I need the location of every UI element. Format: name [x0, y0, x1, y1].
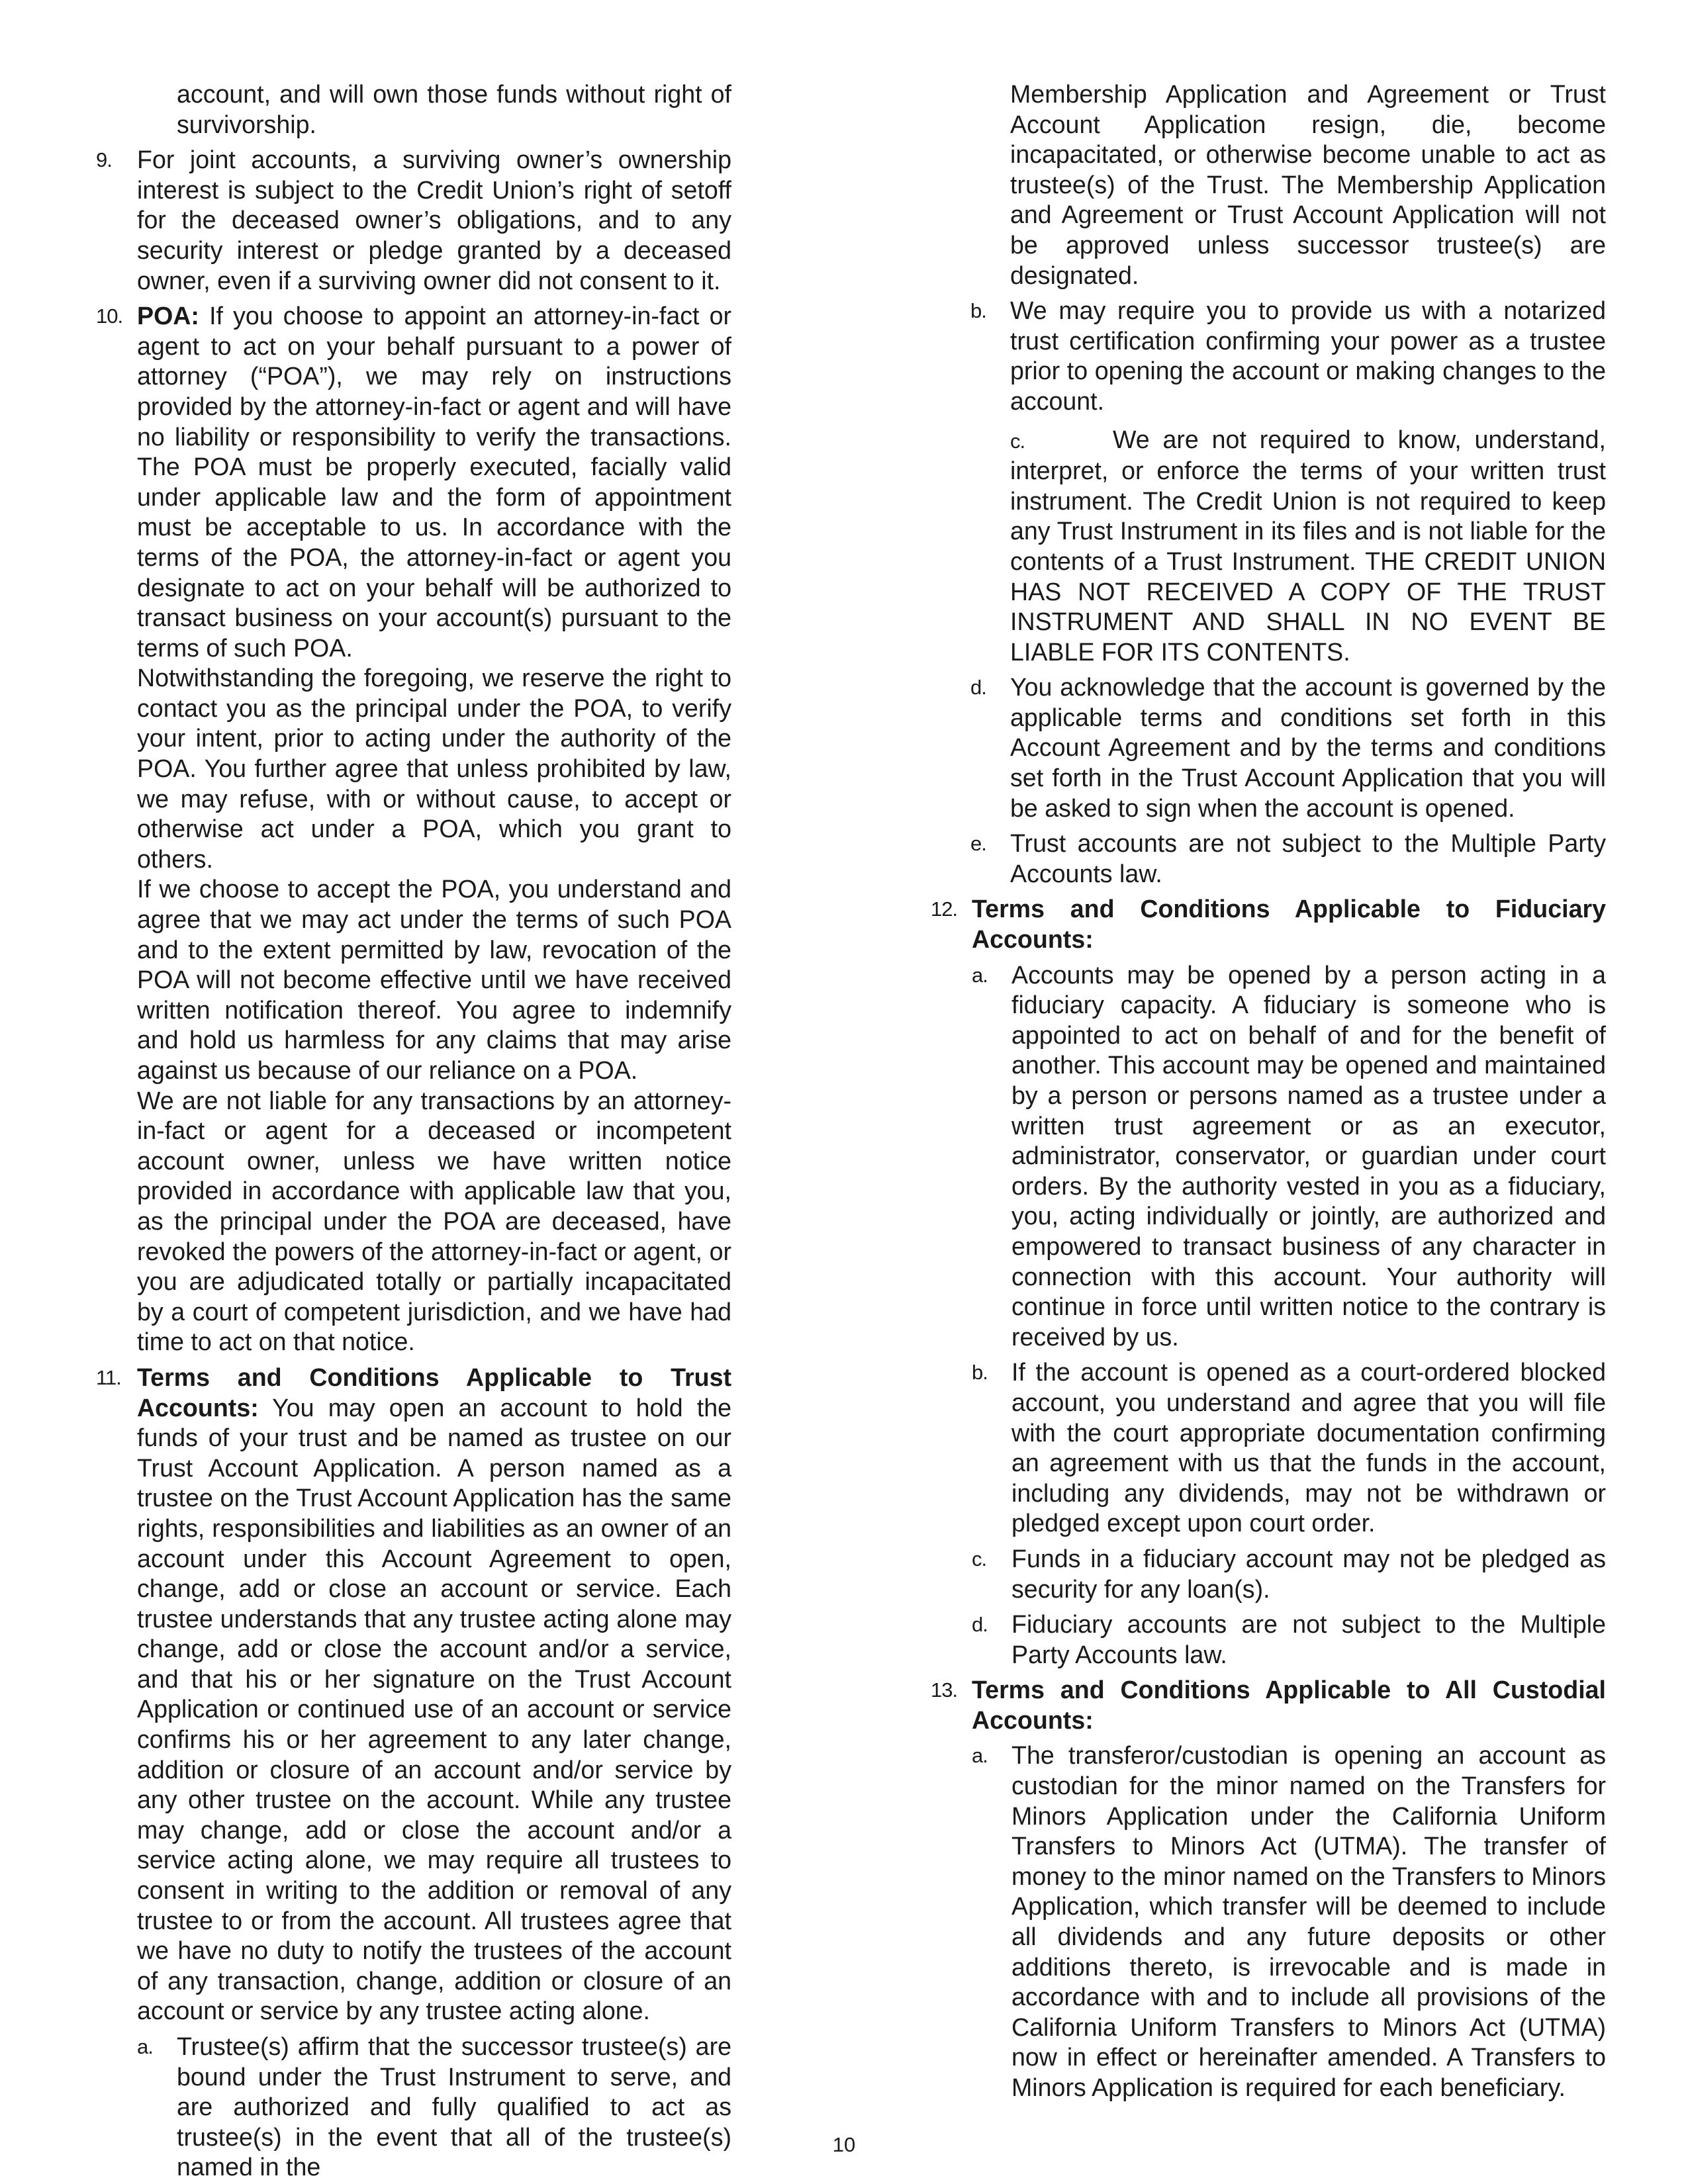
item-12 — [931, 894, 1606, 1670]
item-9 — [96, 145, 731, 296]
item-heading: POA: — [137, 302, 199, 330]
item-heading: Terms and Conditions Applicable to Trust Accounts: — [137, 1363, 731, 1422]
item-heading-line — [972, 894, 1606, 954]
sub-item-e — [970, 829, 1606, 889]
item-number: 10. — [96, 304, 123, 328]
sub-item-d — [972, 1610, 1606, 1670]
item-13 — [931, 1675, 1606, 2103]
item-number: 12. — [931, 897, 958, 921]
sub-item-body: We are not required to know, understand, interpret, or enforce the terms of your written trust instrument. The Credit Union is not required to keep any Trust Instrument in its files and is not liable for the contents of a Trust Instrument. THE CREDIT UNION HAS NOT RECEIVED A COPY OF THE TRUST INSTRUMENT AND SHALL IN NO EVENT BE LIABLE FOR ITS CONTENTS. — [1010, 425, 1606, 666]
sub-item-text: Fiduciary accounts are not subject to the Multiple Party Accounts law. — [1011, 1610, 1606, 1668]
sub-item-letter: a. — [137, 2035, 153, 2058]
item-number: 13. — [931, 1678, 958, 1702]
sub-item-letter: e. — [970, 832, 986, 856]
sub-item-a — [972, 1741, 1606, 2103]
item-10 — [96, 301, 731, 1357]
item-heading-line — [972, 1675, 1606, 1735]
sub-item-text: Funds in a fiduciary account may not be pledged as security for any loan(s). — [1011, 1544, 1606, 1603]
sub-item-text: Trustee(s) affirm that the successor trustee(s) are bound under the Trust Instrument to serve, and are authorized and fully qualified to act as trustee(s) in the event that all of the trustee(s) named in the — [177, 2032, 731, 2181]
left-column — [96, 79, 731, 2183]
sub-item-letter: d. — [972, 1613, 988, 1637]
item-heading: Terms and Conditions Applicable to Fiduciary Accounts: — [972, 895, 1606, 954]
sub-item-letter: a. — [972, 1744, 988, 1768]
sub-item-a — [137, 2032, 731, 2183]
page-number: 10 — [832, 2133, 856, 2156]
sub-item-letter: b. — [972, 1361, 988, 1385]
item-paragraph: If we choose to accept the POA, you understand and agree that we may act under the terms of such POA and to the extent permitted by law, revocation of the POA will not become effective until we have received written notification thereof. You agree to indemnify and hold us harmless for any claims that may arise against us because of our reliance on a POA. — [137, 875, 731, 1084]
item-body: If you choose to appoint an attorney-in-fact or agent to act on your behalf pursuant to a power of attorney (“POA”), we may rely on instructions provided by the attorney-in-fact or agent and will have no liability or responsibility to verify the transactions. The POA must be properly executed, facially valid under applicable law and the form of appointment must be acceptable to us. In accordance with the terms of the POA, the attorney-in-fact or agent you designate to act on your behalf will be authorized to transact business on your account(s) pursuant to the terms of such POA. — [137, 302, 731, 662]
sub-item-letter: c. — [972, 1547, 987, 1570]
sub-item-text: Trust accounts are not subject to the Multiple Party Accounts law. — [1010, 829, 1606, 887]
sub-item-b — [972, 1357, 1606, 1539]
sub-item-letter: c. — [1010, 429, 1025, 453]
right-column — [931, 79, 1606, 2103]
sub-item-letter: a. — [972, 963, 988, 987]
sub-item-text: The transferor/custodian is opening an account as custodian for the minor named on the Transfers for Minors Application under the California Uniform Transfers to Minors Act (UTMA). The transfer of money to the minor named on the Transfers to Minors Application, which transfer will be deemed to include all dividends and any future deposits or other additions thereto, is irrevocable and is made in accordance with and to include all provisions of the California Uniform Transfers to Minors Act (UTMA) now in effect or hereinafter amended. A Transfers to Minors Application is required for each beneficiary. — [1011, 1741, 1606, 2101]
sub-item-text: You acknowledge that the account is governed by the applicable terms and conditions set forth in this Account Agreement and by the terms and conditions set forth in the Trust Account Application that you will be asked to sign when the account is opened. — [1010, 673, 1606, 822]
continued-text: Membership Application and Agreement or Trust Account Application resign, die, become incapacitated, or otherwise become unable to act as trustee(s) of the Trust. The Membership Application and Agreement or Trust Account Application will not be approved unless successor trustee(s) are designated. — [1010, 80, 1606, 289]
item-heading: Terms and Conditions Applicable to All Custodial Accounts: — [972, 1676, 1606, 1734]
sub-item-text: Accounts may be opened by a person acting in a fiduciary capacity. A fiduciary is someone who is appointed to act on behalf of and for the benefit of another. This account may be opened and maintained by a person or persons named as a trustee under a written trust agreement or as an executor, administrator, conservator, or guardian under court orders. By the authority vested in you as a fiduciary, you, acting individually or jointly, are authorized and empowered to transact business of any character in connection with this account. Your authority will continue in force until written notice to the contrary is received by us. — [1011, 960, 1606, 1351]
sub-item-c — [970, 425, 1606, 668]
item-body: You may open an account to hold the funds of your trust and be named as trustee on our Trust Account Application. A person named as a trustee on the Trust Account Application has the same rights, responsibilities and liabilities as an owner of an account under this Account Agreement to open, change, add or close an account or service. Each trustee understands that any trustee acting alone may change, add or close the account and/or a service, and that his or her signature on the Trust Account Application or continued use of an account or service confirms his or her agreement to any later change, addition or closure of an account and/or service by any other trustee on the account. While any trustee may change, add or close the account and/or a service acting alone, we may require all trustees to consent in writing to the addition or removal of any trustee to or from the account. All trustees agree that we have no duty to notify the trustees of the account of any transaction, change, addition or closure of an account or service by any trustee acting alone. — [137, 1393, 731, 2025]
sub-item-text — [1010, 425, 1606, 668]
sub-item-letter: b. — [970, 299, 986, 323]
item-paragraph: Notwithstanding the foregoing, we reserve the right to contact you as the principal under the POA, to verify your intent, prior to acting under the authority of the POA. You further agree that unless prohibited by law, we may refuse, with or without cause, to accept or otherwise act under a POA, which you grant to others. — [137, 664, 731, 873]
item-paragraph: We are not liable for any transactions by an attorney-in-fact or agent for a deceased or incompetent account owner, unless we have written notice provided in accordance with applicable law that you, as the principal under the POA are deceased, have revoked the powers of the attorney-in-fact or agent, or you are adjudicated totally or partially incapacitated by a court of competent jurisdiction, and we have had time to act on that notice. — [137, 1086, 731, 1356]
intro-text: account, and will own those funds without right of survivorship. — [177, 80, 731, 138]
sub-item-d — [970, 672, 1606, 823]
sub-item-c — [972, 1544, 1606, 1604]
item-number: 11. — [96, 1365, 121, 1389]
sub-item-text: We may require you to provide us with a notarized trust certification confirming your power as a trustee prior to opening the account or making changes to the account. — [1010, 296, 1606, 415]
item-11 — [96, 1363, 731, 2183]
item-number: 9. — [96, 148, 112, 172]
sub-item-b — [970, 296, 1606, 416]
sub-item-letter: d. — [970, 676, 986, 700]
item-text — [137, 301, 731, 663]
item-text — [137, 1363, 731, 2026]
sub-item-text: If the account is opened as a court-ordered blocked account, you understand and agree that you will file with the court appropriate documentation confirming an agreement with us that the funds in the account, including any dividends, may not be withdrawn or pledged except upon court order. — [1011, 1358, 1606, 1537]
sub-item-a — [972, 960, 1606, 1353]
item-text: For joint accounts, a surviving owner’s ownership interest is subject to the Credit Union’s right of setoff for the deceased owner’s obligations, and to any security interest or pledge granted by a deceased owner, even if a surviving owner did not consent to it. — [137, 146, 731, 295]
